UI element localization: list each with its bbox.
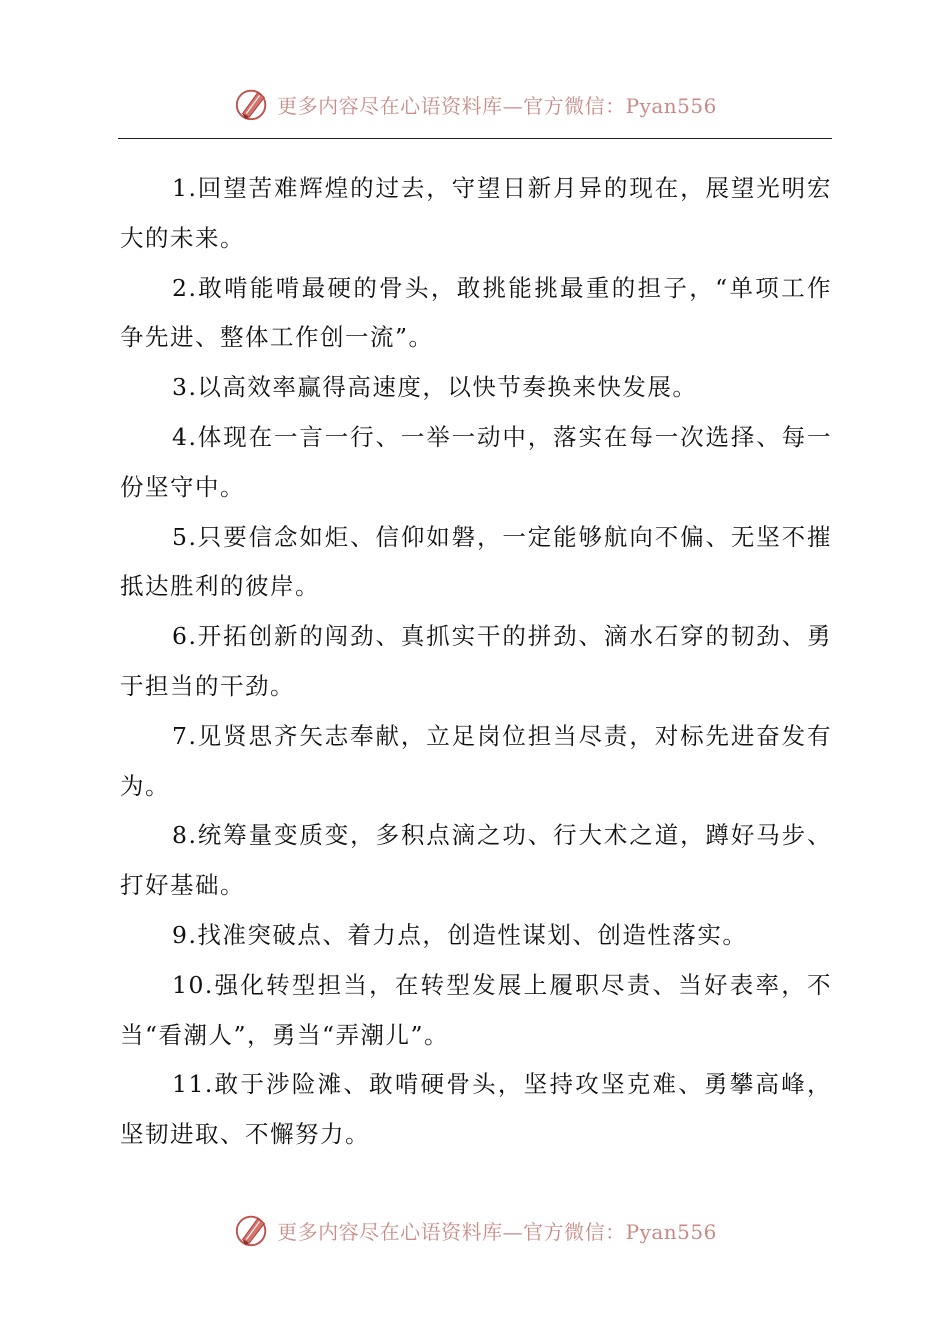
list-item: 10.强化转型担当，在转型发展上履职尽责、当好表率，不当“看潮人”，勇当“弄潮儿”。 bbox=[120, 970, 832, 1049]
list-item: 7.见贤思齐矢志奉献，立足岗位担当尽责，对标先进奋发有为。 bbox=[120, 721, 832, 800]
document-body bbox=[120, 164, 832, 1160]
list-item: 2.敢啃能啃最硬的骨头，敢挑能挑最重的担子，“单项工作争先进、整体工作创一流”。 bbox=[120, 273, 832, 352]
header-banner-text: 更多内容尽在心语资料库—官方微信：Pyan556 bbox=[277, 93, 717, 118]
header-divider bbox=[118, 138, 832, 139]
pen-nib-logo-icon bbox=[233, 1211, 271, 1249]
header-banner bbox=[0, 82, 950, 126]
list-item: 9.找准突破点、着力点，创造性谋划、创造性落实。 bbox=[172, 920, 748, 949]
footer-banner bbox=[0, 1208, 950, 1252]
list-item: 5.只要信念如炬、信仰如磐，一定能够航向不偏、无坚不摧抵达胜利的彼岸。 bbox=[120, 522, 832, 601]
list-item: 4.体现在一言一行、一举一动中，落实在每一次选择、每一份坚守中。 bbox=[120, 422, 832, 501]
list-item: 6.开拓创新的闯劲、真抓实干的拼劲、滴水石穿的韧劲、勇于担当的干劲。 bbox=[120, 622, 832, 700]
list-item: 1.回望苦难辉煌的过去，守望日新月异的现在，展望光明宏大的未来。 bbox=[120, 174, 832, 252]
pen-nib-logo-icon bbox=[233, 85, 271, 123]
footer-banner-text: 更多内容尽在心语资料库—官方微信：Pyan556 bbox=[277, 1219, 717, 1244]
list-item: 11.敢于涉险滩、敢啃硬骨头，坚持攻坚克难、勇攀高峰，坚韧进取、不懈努力。 bbox=[120, 1070, 832, 1149]
list-item: 3.以高效率赢得高速度，以快节奏换来快发展。 bbox=[172, 373, 698, 402]
list-item: 8.统筹量变质变，多积点滴之功、行大术之道，蹲好马步、打好基础。 bbox=[120, 821, 832, 900]
